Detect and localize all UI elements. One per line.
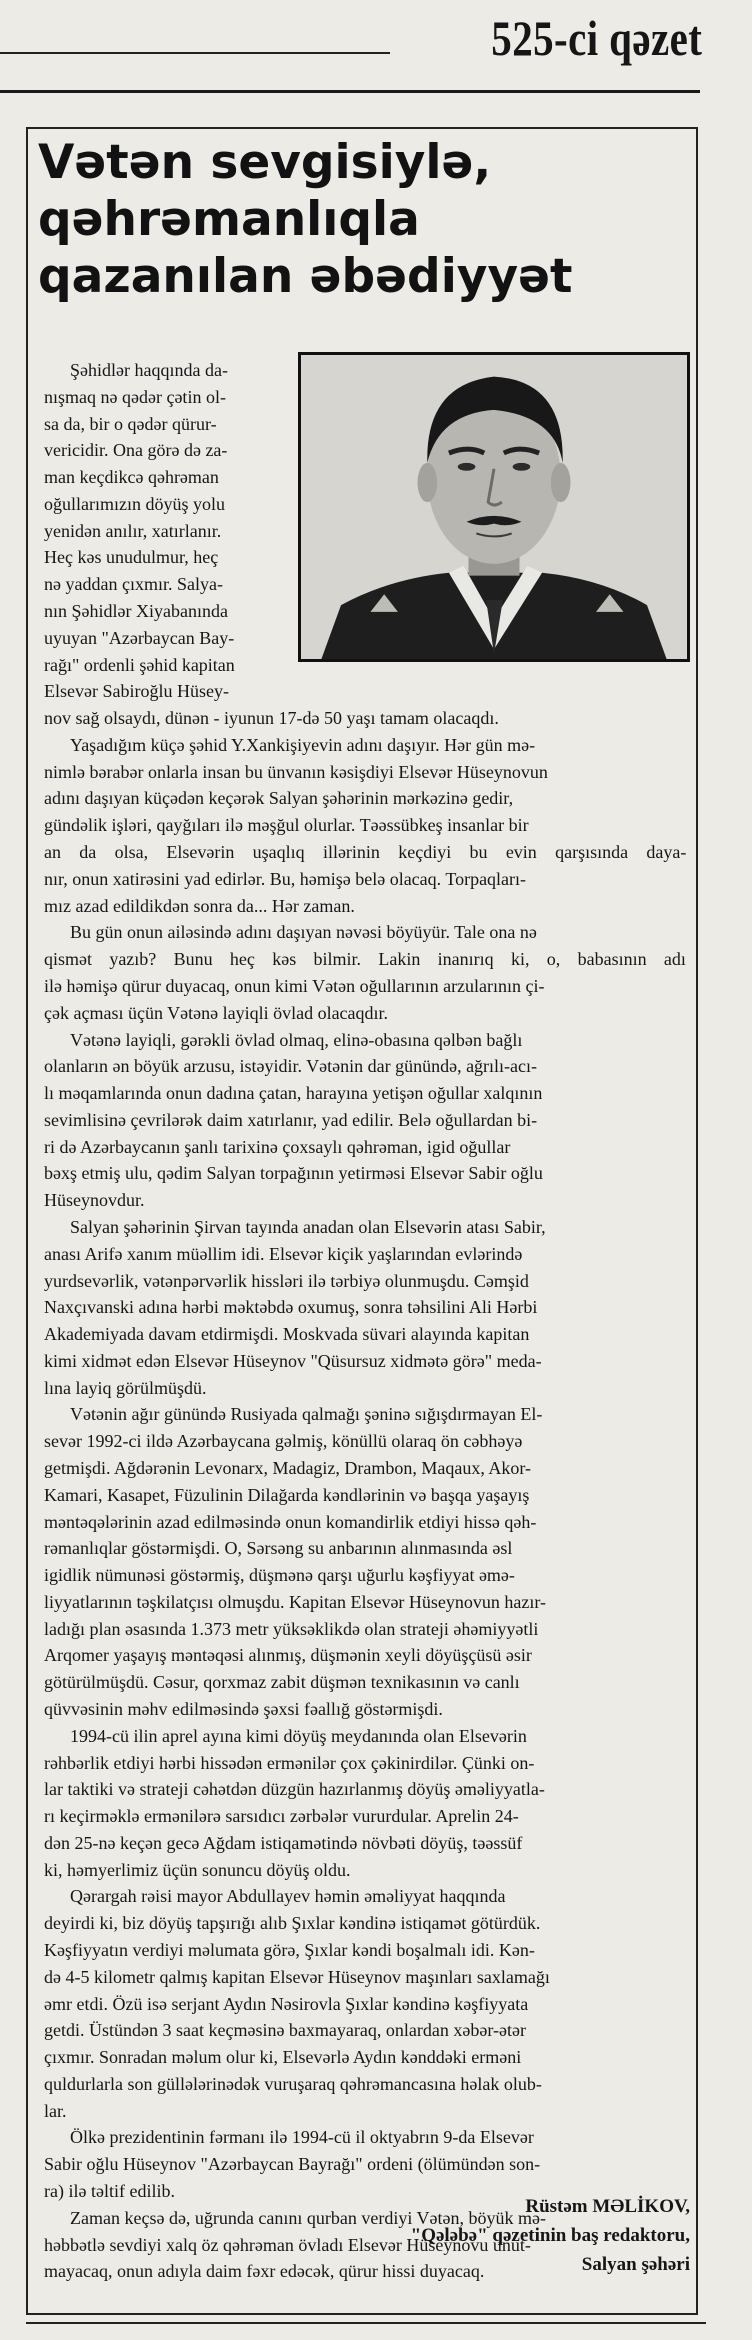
article-line: Şəhidlər haqqında da-	[70, 360, 228, 380]
article-line: Heç kəs unudulmur, heç	[44, 547, 219, 568]
newspaper-name: 525-ci qəzet	[491, 10, 702, 66]
article-line: ki, həmyerlimiz üçün sonuncu döyüş oldu.	[44, 1859, 351, 1880]
headline-line: qazanılan əbədiyyət	[38, 249, 573, 304]
article-line: dən 25-nə keçən gecə Ağdam istiqamətində növbəti döyüş, təəssüf	[44, 1832, 523, 1853]
article-line: man keçdikcə qəhrəman	[44, 467, 219, 488]
article-line: Akademiyada davam etdirmişdi. Moskvada süvari alayında kapitan	[44, 1324, 530, 1345]
article-line: vericidir. Ona görə də za-	[44, 440, 228, 461]
article-line: sevər 1992-ci ildə Azərbaycana gəlmiş, könüllü olaraq ön cəbhəyə	[44, 1431, 523, 1452]
article-line: Qərargah rəisi mayor Abdullayev həmin əməliyyat haqqında	[70, 1886, 506, 1907]
article-line: nə yaddan çıxmır. Salya-	[44, 574, 223, 595]
article-line: nimlə bərabər onlarla insan bu ünvanın kəsişdiyi Elsevər Hüseynovun	[44, 761, 548, 782]
article-line: yenidən anılır, xatırlanır.	[44, 520, 222, 541]
article-line: lar taktiki və strateji cəhətdən düzgün hazırlanmış döyüş əməliyyatla-	[44, 1779, 545, 1800]
article-line: lı məqamlarında onun dadına çatan, harayına yetişən oğullar xalqının	[44, 1083, 543, 1104]
headline-line: Vətən sevgisiylə,	[38, 135, 492, 190]
article-line: quldurlarla son güllələrinədək vuruşaraq qəhrəmancasına həlak olub-	[44, 2073, 542, 2094]
article-line: anası Arifə xanım müəllim idi. Elsevər kiçik yaşlarından evlərində	[44, 1243, 523, 1264]
portrait-image	[301, 355, 687, 659]
article-line: nışmaq nə qədər çətin ol-	[44, 386, 226, 407]
article-line: ilə həmişə qürur duyacaq, onun kimi Vətən oğullarının arzularının çi-	[44, 975, 545, 996]
article-line: lına layiq görülmüşdü.	[44, 1377, 207, 1398]
article-line: ladığı plan əsasında 1.373 metr yüksəklikdə olan strateji əhəmiyyətli	[44, 1618, 539, 1639]
article-line: Bu gün onun ailəsində adını daşıyan nəvəsi böyüyür. Tale ona nə	[70, 922, 537, 943]
article-line: Vətənin ağır günündə Rusiyada qalmağı şəninə sığışdırmayan El-	[70, 1404, 543, 1425]
article-line: mayacaq, onun adıyla daim fəxr edəcək, qürur hissi duyacaq.	[44, 2261, 485, 2282]
article-line: olanların ən böyük arzusu, istəyidir. Vətənin dar günündə, ağrılı-acı-	[44, 1056, 538, 1077]
article-line: qismət yazıb? Bunu heç kəs bilmir. Lakin inanırıq ki, o, babasının adı	[44, 949, 686, 970]
article-line: nov sağ olsaydı, dünən - iyunun 17-də 50 yaşı tamam olacaqdı.	[44, 708, 499, 729]
article-line: rəhbərlik etdiyi hərbi hissədən ermənilər çox çəkinirdilər. Çünki on-	[44, 1752, 535, 1773]
article-line: çək açması üçün Vətənə layiqli övlad olacaqdır.	[44, 1002, 389, 1023]
article-line: Hüseynovdur.	[44, 1190, 145, 1211]
signature-role: "Qələbə" qəzetinin baş redaktoru,	[410, 2225, 690, 2246]
article-line: getdi. Üstündən 3 saat keçməsinə baxmayaraq, onlardan xəbər-ətər	[44, 2020, 526, 2041]
article-line: bəxş etmiş ulu, qədim Salyan torpağının yetirməsi Elsevər Sabir oğlu	[44, 1163, 543, 1184]
article-line: qüvvəsinin məhv edilməsində şəxsi fəallığ göstərmişdi.	[44, 1699, 443, 1719]
article-line: rəmanlıqlar göstərmişdi. O, Sərsəng su anbarının alınmasında əsl	[44, 1538, 513, 1559]
article-line: Salyan şəhərinin Şirvan tayında anadan olan Elsevərin atası Sabir,	[70, 1216, 546, 1237]
article-line: rı keçirməklə ermənilərə sarsıdıcı zərbələr vururdular. Aprelin 24-	[44, 1806, 519, 1827]
article-line: Elsevər Sabiroğlu Hüsey-	[44, 681, 229, 702]
article-line: mız azad edildikdən sonra da... Hər zaman.	[44, 895, 355, 916]
masthead	[0, 0, 752, 96]
article-line: sevimlisinə çevrilərək daim xatırlanır, yad edilir. Belə oğullardan bi-	[44, 1109, 538, 1130]
article-line: yurdsevərlik, vətənpərvərlik hissləri ilə tərbiyə olunmuşdu. Cəmşid	[44, 1270, 529, 1291]
article-headline	[38, 134, 678, 305]
article-line: Naxçıvanski adına hərbi məktəbdə oxumuş, sonra təhsilini Ali Hərbi	[44, 1297, 538, 1318]
article-line: ri də Azərbaycanın şanlı tarixinə çoxsaylı qəhrəman, igid oğullar	[44, 1136, 511, 1157]
article-line: nır, onun xatirəsini yad edirlər. Bu, həmişə belə olacaq. Torpaqları-	[44, 868, 527, 889]
masthead-underline	[0, 90, 700, 93]
article-line: Zaman keçsə də, uğrunda canını qurban verdiyi Vətən, böyük mə-	[70, 2207, 547, 2228]
article-line: Sabir oğlu Hüseynov "Azərbaycan Bayrağı" ordeni (ölümündən son-	[44, 2154, 541, 2175]
article-line: Kəşfiyyatın verdiyi məlumata görə, Şıxlar kəndi boşalmalı idi. Kən-	[44, 1940, 535, 1961]
article-line: getmişdi. Ağdərənin Levonarx, Madagiz, Drambon, Maqaux, Akor-	[44, 1457, 532, 1478]
article-line: Ölkə prezidentinin fərmanı ilə 1994-cü il oktyabrın 9-da Elsevər	[70, 2127, 534, 2148]
article-line: Kamari, Kasapet, Füzulinin Dilağarda kəndlərinin və başqa yaşayış	[44, 1484, 530, 1505]
article-line: də 4-5 kilometr qalmış kapitan Elsevər Hüseynov maşınları saxlamağı	[44, 1966, 550, 1987]
article-line: Arqomer yaşayış məntəqəsi alınmış, düşmənin xeyli döyüşçüsü əsir	[44, 1645, 532, 1666]
article-line: gündəlik işləri, qayğıları ilə məşğul olurlar. Təəssübkeş insanlar bir	[44, 815, 529, 836]
article-line: rağı" ordenli şəhid kapitan	[44, 654, 235, 675]
article-line: götürülmüşdü. Cəsur, qorxmaz zabit düşmən texnikasının və canlı	[44, 1672, 520, 1693]
article-line: çıxmır. Sonradan məlum olur ki, Elsevərlə Aydın kənddəki erməni	[44, 2047, 522, 2068]
masthead-rule	[0, 52, 390, 54]
article-line: deyirdi ki, biz döyüş tapşırığı alıb Şıxlar kəndinə istiqamət götürdük.	[44, 1913, 541, 1934]
article-line: uyuyan "Azərbaycan Bay-	[44, 627, 235, 648]
article-line: Yaşadığım küçə şəhid Y.Xankişiyevin adını daşıyır. Hər gün mə-	[70, 734, 536, 755]
article-line: ra) ilə təltif edilib.	[44, 2181, 175, 2202]
article-line: oğullarımızın döyüş yolu	[44, 493, 225, 514]
article-line: liyyatlarının təşkilatçısı olmuşdu. Kapitan Elsevər Hüseynovun hazır-	[44, 1591, 547, 1612]
article-line: adını daşıyan küçədən keçərək Salyan şəhərinin mərkəzinə gedir,	[44, 788, 514, 809]
signature-place: Salyan şəhəri	[581, 2254, 690, 2275]
article-line: Vətənə layiqli, gərəkli övlad olmaq, elinə-obasına qəlbən bağlı	[70, 1029, 523, 1050]
article-line: məntəqələrinin azad edilməsində onun komandirlik etdiyi hissə qəh-	[44, 1511, 537, 1532]
portrait-photo	[298, 352, 690, 662]
headline-line: qəhrəmanlıqla	[38, 192, 420, 247]
bottom-rule	[26, 2322, 706, 2324]
article-line: 1994-cü ilin aprel ayına kimi döyüş meydanında olan Elsevərin	[70, 1725, 527, 1746]
article-line: sa da, bir o qədər qürur-	[44, 413, 217, 434]
article-line: lar.	[44, 2100, 67, 2121]
article-line: kimi xidmət edən Elsevər Hüseynov "Qüsursuz xidmətə görə" meda-	[44, 1350, 542, 1371]
article-line: nın Şəhidlər Xiyabanında	[44, 601, 228, 622]
signature-author: Rüstəm MƏLİKOV,	[525, 2196, 690, 2217]
article-line: igidlik nümunəsi göstərmiş, düşmənə qarşı uğurlu kəşfiyyat əmə-	[44, 1565, 515, 1586]
article-line: əmr etdi. Özü isə serjant Aydın Nəsirovla Şıxlar kəndinə kəşfiyyata	[44, 1993, 529, 2014]
article-line: an da olsa, Elsevərin uşaqlıq illərinin keçdiyi bu evin qarşısında daya-	[44, 842, 687, 863]
article-line: həbbətlə sevdiyi xalq öz qəhrəman övladı Elsevər Hüseynovu unut-	[44, 2234, 531, 2255]
